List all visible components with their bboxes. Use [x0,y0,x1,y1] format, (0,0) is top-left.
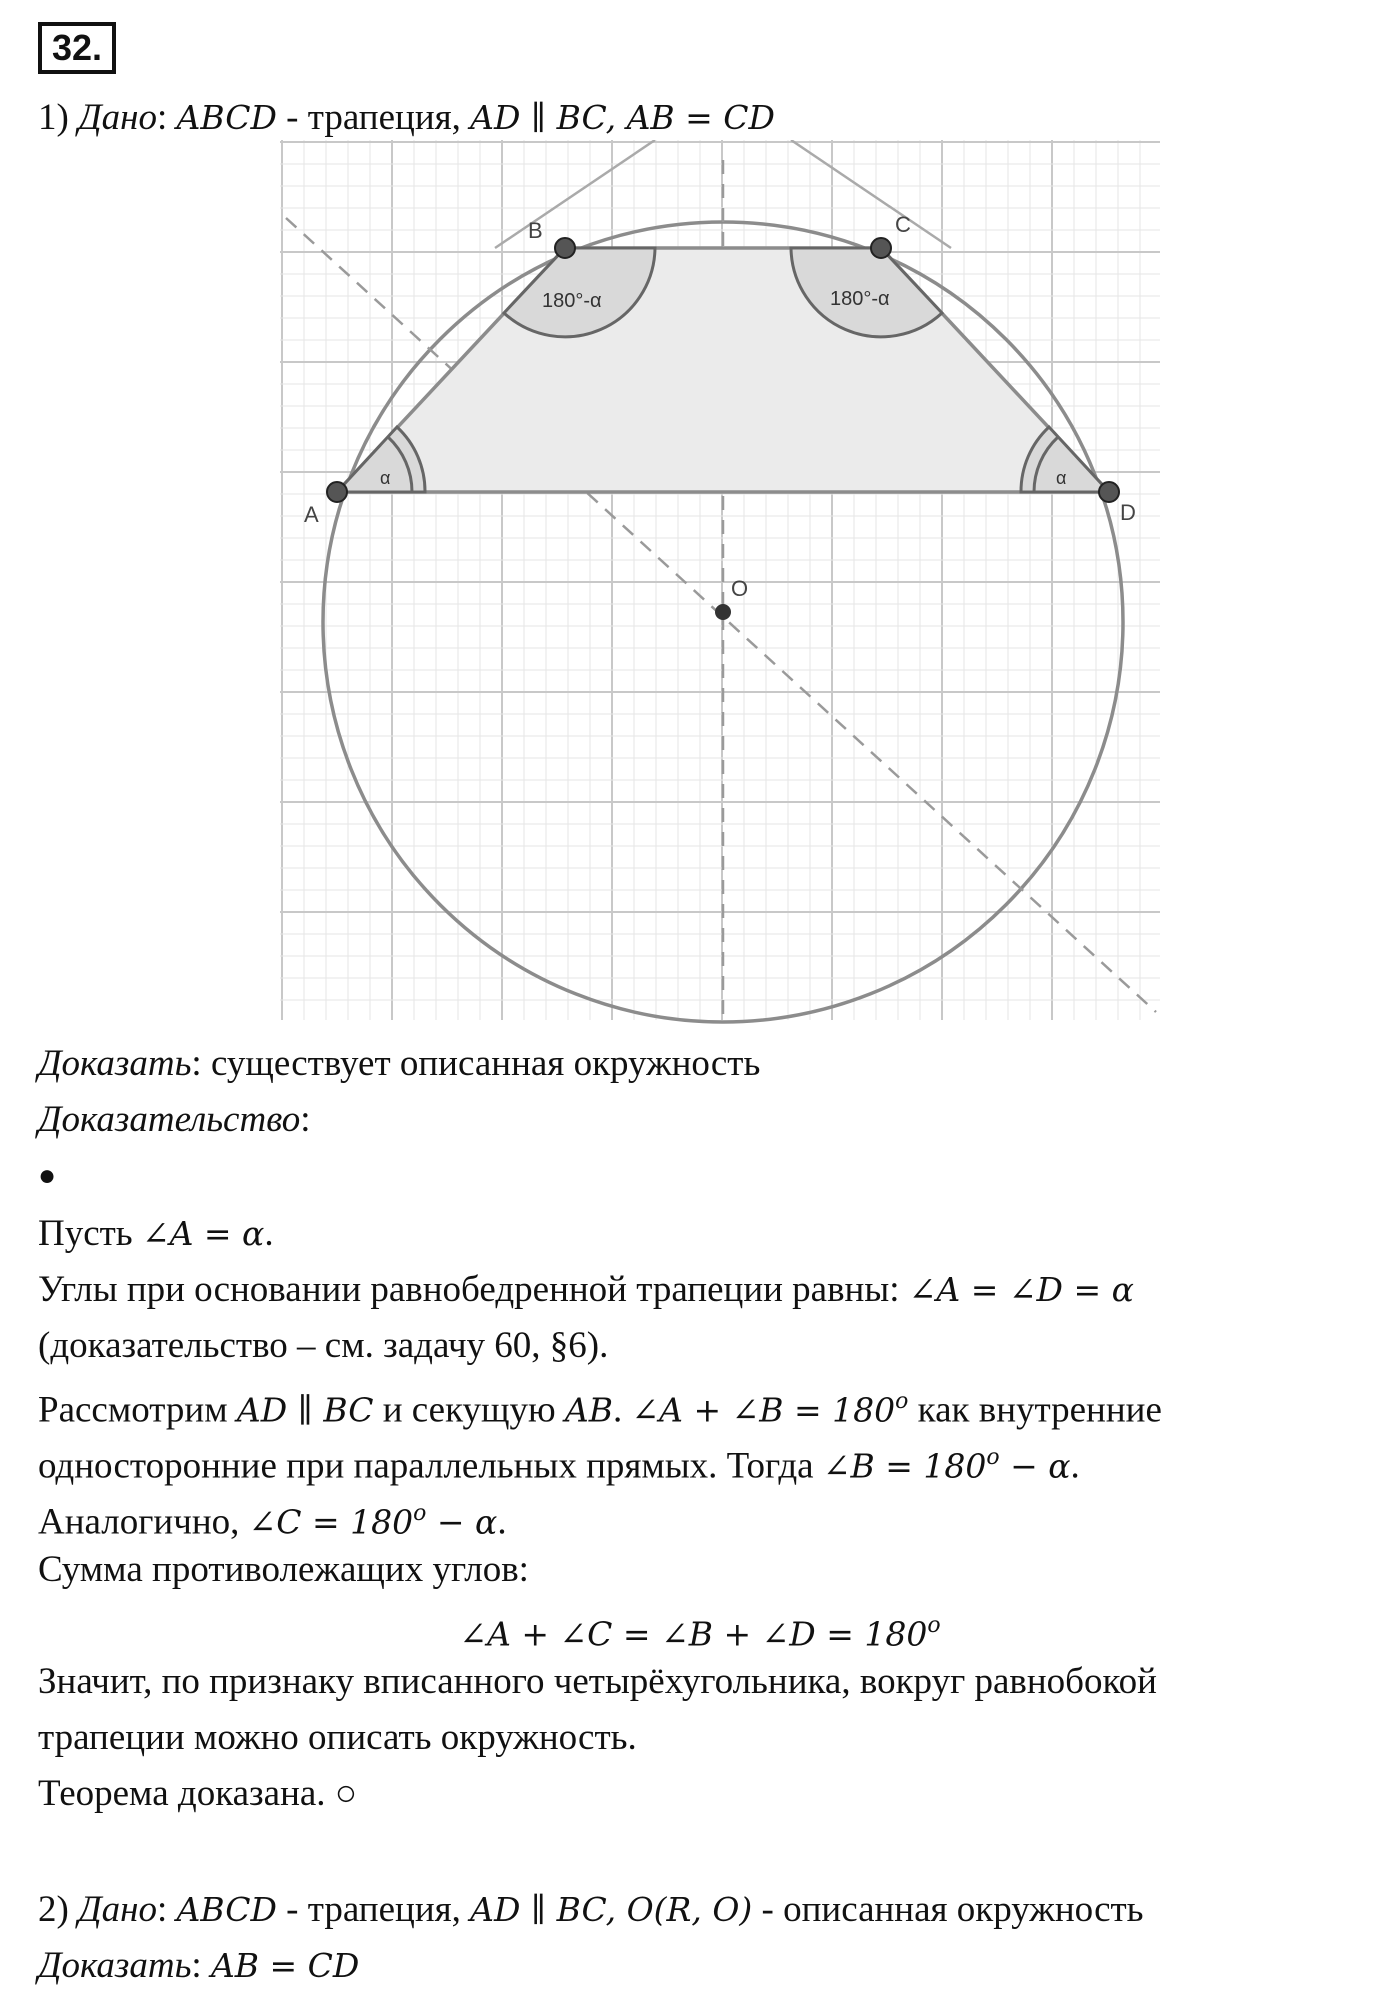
proof-line-7: Сумма противолежащих углов: [38,1549,529,1590]
given-colon: : [156,97,177,138]
math: ∠A = α [141,1214,265,1253]
prove-math: AB = CD [210,1946,360,1985]
degree-sup: o [986,1445,1000,1470]
label-c: C [895,212,911,237]
text: Аналогично, [38,1501,249,1543]
part2-given-line [38,1888,1144,1932]
part1-prefix: 1) [38,97,79,138]
angle-label-a: α [380,468,391,488]
given-label: Дано [78,1889,157,1930]
proof-line-4 [38,1380,1162,1432]
given-mid: - трапеция, [276,1889,471,1930]
point-o [715,604,731,620]
prove-text: существует описанная окружность [210,1043,761,1084]
label-a: A [304,502,319,527]
prove-colon: : [191,1043,211,1084]
text: Пусть [38,1213,142,1254]
problem-number: 32. [38,22,116,74]
angle-label-b: 180°-α [542,290,602,312]
math: − α [426,1502,498,1542]
proof-line-8-centered [0,1604,1400,1656]
text: . [497,1501,507,1543]
text: и секущую [373,1389,565,1431]
point-a [327,482,347,502]
trapezoid-abcd [337,248,1109,492]
bullet: ● [38,1159,57,1192]
label-d: D [1120,500,1136,525]
point-c [871,238,891,258]
given-label: Дано [78,97,157,138]
math: ∠A + ∠C = ∠B + ∠D = 180 [459,1614,928,1654]
given-symbol: ABCD [176,1890,277,1929]
text: Углы при основании равнобедренной трапеции равны: [38,1269,909,1310]
text: . [264,1213,274,1254]
text: односторонние при параллельных прямых. Тогда [38,1445,823,1487]
prove-label: Доказать [38,1043,192,1084]
proof-colon: : [300,1099,311,1140]
point-b [555,238,575,258]
part2-prefix: 2) [38,1889,79,1930]
degree-sup: o [927,1613,941,1638]
part1-given-line [38,96,775,140]
proof-line-6 [38,1492,507,1544]
proof-line-5 [38,1436,1080,1488]
given-symbol: ABCD [176,98,277,137]
point-d [1099,482,1119,502]
text: . [1070,1445,1080,1487]
math: ∠A + ∠B = 180 [631,1390,896,1430]
label-b: B [528,218,543,243]
given-mid: - трапеция, [276,97,471,138]
proof-line-1 [38,1212,274,1256]
prove-colon: : [191,1945,211,1986]
given-colon: : [156,1889,177,1930]
proof-label: Доказательство [38,1099,301,1140]
math: ∠A = ∠D = α [908,1270,1134,1309]
given-end: - описанная окружность [752,1889,1144,1930]
proof-line-9: Значит, по признаку вписанного четырёхугольника, вокруг равнобокой [38,1661,1157,1702]
degree-sup: o [413,1501,427,1526]
math: − α [999,1446,1071,1486]
proof-label-line [38,1098,311,1142]
text: Рассмотрим [38,1389,237,1431]
math: ∠C = 180 [248,1502,414,1542]
angle-label-d: α [1056,468,1067,488]
given-relation: AD ∥ BC, O(R, O) [470,1890,753,1929]
math: AD ∥ BC [236,1390,374,1430]
math: ∠B = 180 [822,1446,987,1486]
trapezoid-figure [280,140,1160,1030]
prove-label: Доказать [38,1945,192,1986]
degree-sup: o [895,1389,909,1414]
prove-line [38,1042,760,1086]
math: AB [564,1390,614,1430]
text: как внутренние [908,1389,1162,1431]
label-o: O [731,576,749,601]
given-relation: AD ∥ BC, AB = CD [470,98,776,137]
proof-line-3: (доказательство – см. задачу 60, §6). [38,1325,609,1366]
text: . [613,1389,632,1431]
part2-prove-line [38,1944,359,1988]
proof-line-2 [38,1268,1134,1312]
proof-line-10: трапеции можно описать окружность. [38,1717,637,1758]
proof-line-11: Теорема доказана. ○ [38,1773,358,1814]
angle-label-c: 180°-α [830,288,890,310]
